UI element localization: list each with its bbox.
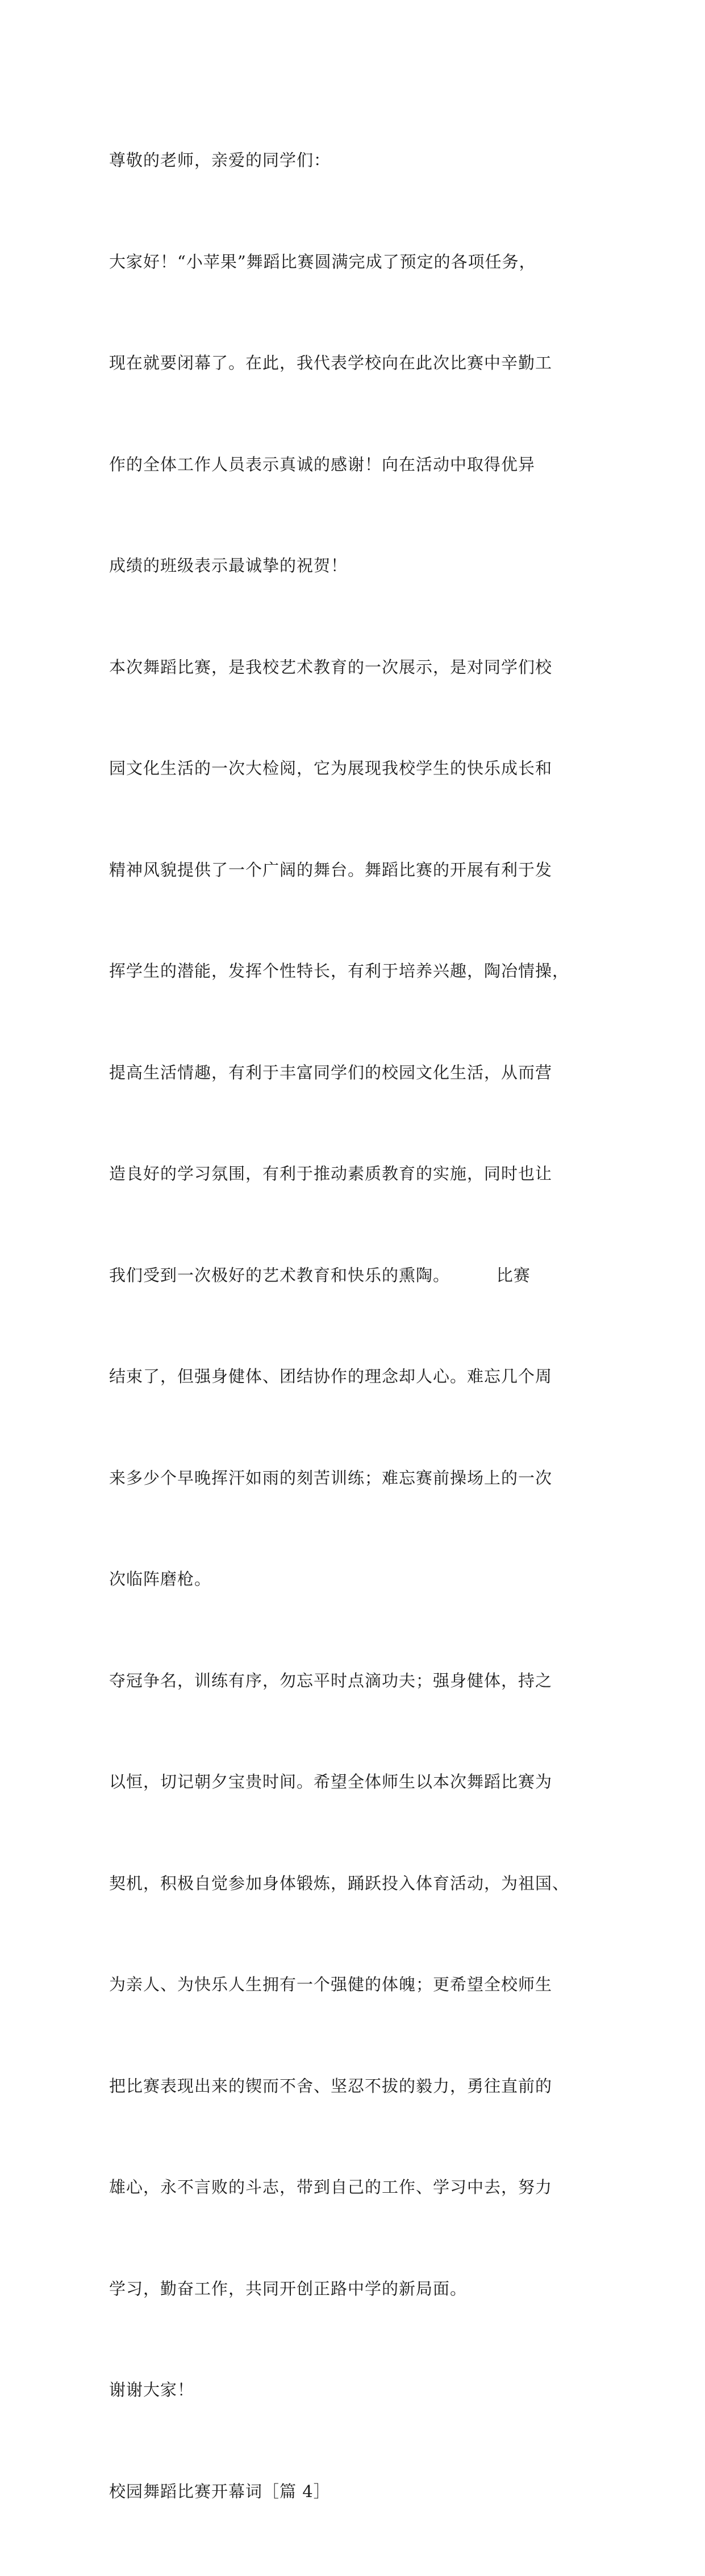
text-line: 契机，积极自觉参加身体锻炼，踊跃投入体育活动，为祖国、: [109, 1873, 570, 1893]
text-line: 结束了，但强身健体、团结协作的理念却人心。难忘几个周: [109, 1367, 553, 1386]
text-line: 次临阵磨枪。: [109, 1569, 212, 1589]
text-line: 大家好！“小苹果”舞蹈比赛圆满完成了预定的各项任务，: [109, 252, 536, 271]
text-line: 为亲人、为快乐人生拥有一个强健的体魄；更希望全校师生: [109, 1975, 553, 1994]
closing-line: 谢谢大家！: [109, 2380, 195, 2399]
text-line: 我们受到一次极好的艺术教育和快乐的熏陶。 比赛: [109, 1265, 531, 1285]
text-line: 夺冠争名，训练有序，勿忘平时点滴功夫；强身健体，持之: [109, 1670, 553, 1690]
text-line: 把比赛表现出来的锲而不舍、坚忍不拔的毅力，勇往直前的: [109, 2076, 553, 2096]
text-line: 园文化生活的一次大检阅，它为展现我校学生的快乐成长和: [109, 759, 553, 778]
text-line: 作的全体工作人员表示真诚的感谢！向在活动中取得优异: [109, 454, 536, 474]
text-line: 造良好的学习氛围，有利于推动素质教育的实施，同时也让: [109, 1164, 553, 1183]
salutation-line: 尊敬的老师，亲爱的同学们：: [109, 150, 331, 170]
text-line: 本次舞蹈比赛，是我校艺术教育的一次展示，是对同学们校: [109, 657, 553, 677]
text-line: 现在就要闭幕了。在此，我代表学校向在此次比赛中辛勤工: [109, 353, 553, 372]
text-line: 挥学生的潜能，发挥个性特长，有利于培养兴趣，陶冶情操，: [109, 961, 570, 981]
text-line: 来多少个早晚挥汗如雨的刻苦训练；难忘赛前操场上的一次: [109, 1468, 553, 1488]
section-heading: 校园舞蹈比赛开幕词［篇 4］: [109, 2481, 331, 2501]
text-line: 提高生活情趣，有利于丰富同学们的校园文化生活，从而营: [109, 1062, 553, 1082]
text-line: 精神风貌提供了一个广阔的舞台。舞蹈比赛的开展有利于发: [109, 860, 553, 879]
text-line: 雄心，永不言败的斗志，带到自己的工作、学习中去，努力: [109, 2177, 553, 2197]
text-line: 以恒，切记朝夕宝贵时间。希望全体师生以本次舞蹈比赛为: [109, 1772, 553, 1791]
text-line: 成绩的班级表示最诚挚的祝贺！: [109, 556, 348, 575]
document-body: [109, 76, 598, 2576]
text-line: 学习，勤奋工作，共同开创正路中学的新局面。: [109, 2278, 468, 2298]
